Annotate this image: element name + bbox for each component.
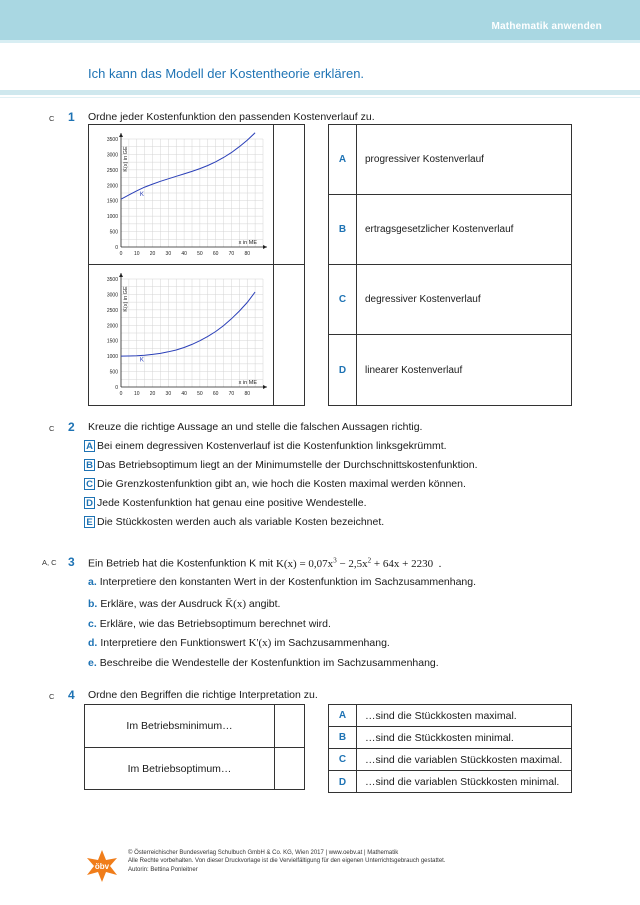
y-axis-label: K(x) in GE bbox=[123, 286, 129, 312]
statement-text: Die Grenzkostenfunktion gibt an, wie hoch die Kosten maximal werden können. bbox=[97, 478, 466, 490]
option-letter: B bbox=[329, 195, 357, 264]
task1-options-table bbox=[328, 124, 572, 406]
interp-row-b bbox=[329, 727, 571, 749]
x-tick-label: 0 bbox=[119, 251, 123, 257]
option-text: progressiver Kostenverlauf bbox=[365, 154, 484, 165]
task4-options-table bbox=[328, 704, 572, 793]
task3-item-e: e. Beschreibe die Wendestelle der Kostenfunktion im Sachzusammenhang. bbox=[88, 657, 439, 669]
x-axis-arrow bbox=[263, 385, 267, 389]
task3-level: A, C bbox=[42, 558, 57, 567]
title-divider-thin bbox=[0, 97, 640, 98]
y-tick-label: 500 bbox=[109, 229, 118, 236]
interp-text: …sind die variablen Stückkosten maximal. bbox=[365, 753, 563, 766]
header-stripe bbox=[0, 40, 640, 43]
cost-curve bbox=[121, 292, 255, 356]
task2-level: C bbox=[49, 424, 55, 433]
y-tick-label: 3000 bbox=[106, 292, 118, 299]
interp-text: …sind die Stückkosten maximal. bbox=[365, 709, 517, 722]
interp-letter: D bbox=[329, 771, 357, 793]
y-tick-label: 500 bbox=[109, 369, 118, 376]
term-row-1 bbox=[85, 705, 304, 747]
header-band bbox=[0, 0, 640, 40]
task3-item-c: c. Erkläre, wie das Betriebsoptimum berechnet wird. bbox=[88, 618, 331, 630]
curve-label: K bbox=[139, 192, 144, 199]
x-tick-label: 0 bbox=[119, 391, 123, 397]
curve-label: K bbox=[139, 357, 144, 364]
task1-level: C bbox=[49, 114, 55, 123]
task2-number: 2 bbox=[68, 420, 75, 434]
term-label: Im Betriebsminimum… bbox=[85, 705, 275, 747]
footer-copyright: © Österreichischer Bundesverlag Schulbuch GmbH & Co. KG, Wien 2017 | www.oebv.at | Mathematik Alle Rechte vorbehalten. Von dieser Druckvorlage ist die Vervielfältigung für den eigenen Unterrichtsgebrauch gestattet. Autorin: Bettina Ponleitner bbox=[128, 850, 446, 873]
cost-curve bbox=[121, 133, 255, 199]
y-tick-label: 2000 bbox=[106, 183, 118, 190]
title-divider bbox=[0, 90, 640, 95]
term-row-2 bbox=[85, 748, 304, 790]
task2-instruction: Kreuze die richtige Aussage an und stelle die falschen Aussagen richtig. bbox=[88, 421, 423, 433]
interp-letter: A bbox=[329, 705, 357, 726]
task1-instruction: Ordne jeder Kostenfunktion den passenden Kostenverlauf zu. bbox=[88, 111, 375, 123]
publisher-logo bbox=[84, 848, 120, 884]
interp-letter: C bbox=[329, 749, 357, 770]
graph-cell-1 bbox=[89, 125, 274, 264]
y-tick-label: 0 bbox=[115, 245, 118, 251]
checkbox-c[interactable]: C bbox=[84, 478, 95, 490]
section-label: Mathematik anwenden bbox=[491, 21, 602, 32]
task1-graph-table bbox=[88, 124, 305, 406]
option-row-a bbox=[329, 125, 571, 195]
checkbox-e[interactable]: E bbox=[84, 516, 95, 528]
x-tick-label: 20 bbox=[149, 251, 156, 257]
x-tick-label: 30 bbox=[165, 251, 172, 257]
statement-b bbox=[84, 459, 478, 471]
svg-text:öbv: öbv bbox=[94, 862, 110, 871]
statement-e bbox=[84, 516, 384, 528]
y-tick-label: 0 bbox=[115, 385, 118, 391]
y-tick-label: 1000 bbox=[106, 354, 118, 361]
option-row-c bbox=[329, 265, 571, 335]
statement-text: Das Betriebsoptimum liegt an der Minimumstelle der Durchschnittskostenfunktion. bbox=[97, 459, 478, 471]
x-tick-label: 80 bbox=[244, 391, 251, 397]
option-letter: A bbox=[329, 125, 357, 194]
task3-intro-text: Ein Betrieb hat die Kostenfunktion K mit bbox=[88, 557, 274, 570]
y-tick-label: 2500 bbox=[106, 307, 118, 314]
x-tick-label: 10 bbox=[133, 391, 140, 397]
interp-row-d bbox=[329, 771, 571, 793]
task4-level: C bbox=[49, 692, 55, 701]
x-tick-label: 70 bbox=[228, 251, 235, 257]
y-tick-label: 1500 bbox=[106, 338, 118, 345]
answer-cell-1[interactable] bbox=[274, 125, 304, 264]
interp-row-c bbox=[329, 749, 571, 771]
checkbox-b[interactable]: B bbox=[84, 459, 95, 471]
interp-row-a bbox=[329, 705, 571, 727]
y-axis-arrow bbox=[119, 133, 123, 137]
y-tick-label: 3500 bbox=[106, 137, 118, 143]
task4-instruction: Ordne den Begriffen die richtige Interpretation zu. bbox=[88, 689, 318, 701]
x-axis-arrow bbox=[263, 245, 267, 249]
x-tick-label: 40 bbox=[181, 391, 187, 397]
y-tick-label: 1500 bbox=[106, 198, 118, 205]
option-letter: C bbox=[329, 265, 357, 334]
x-tick-label: 60 bbox=[212, 251, 219, 257]
option-row-b bbox=[329, 195, 571, 265]
task3-item-d: d. Interpretiere den Funktionswert K'(x) im Sachzusammenhang. bbox=[88, 637, 390, 649]
option-text: linearer Kostenverlauf bbox=[365, 364, 463, 376]
term-label: Im Betriebsoptimum… bbox=[85, 748, 275, 790]
option-row-d bbox=[329, 335, 571, 405]
answer-cell-2[interactable] bbox=[274, 265, 304, 405]
x-tick-label: 10 bbox=[133, 251, 140, 257]
y-tick-label: 3000 bbox=[106, 152, 118, 159]
interp-text: …sind die Stückkosten minimal. bbox=[365, 731, 514, 744]
y-tick-label: 2000 bbox=[106, 323, 118, 330]
x-tick-label: 20 bbox=[149, 391, 156, 397]
x-tick-label: 50 bbox=[197, 391, 203, 397]
cost-function-formula: $K(x) = 0,07x^3 - 2,5x^2 + 64x + 2230$ . bbox=[275, 556, 442, 570]
statement-text: Jede Kostenfunktion hat genau eine positive Wendestelle. bbox=[97, 497, 367, 509]
y-axis-arrow bbox=[119, 273, 123, 277]
x-axis-label: x in ME bbox=[238, 380, 257, 386]
x-tick-label: 80 bbox=[244, 251, 251, 257]
interp-letter: B bbox=[329, 727, 357, 748]
task3-item-b: b. Erkläre, was der Ausdruck K̄(x) angibt. bbox=[88, 598, 281, 610]
task3-number: 3 bbox=[68, 555, 75, 569]
x-tick-label: 30 bbox=[165, 391, 172, 397]
task4-terms-table bbox=[84, 704, 305, 790]
option-text: ertragsgesetzlicher Kostenverlauf bbox=[365, 224, 514, 235]
option-letter: D bbox=[329, 335, 357, 405]
y-axis-label: K(x) in GE bbox=[123, 146, 129, 172]
x-tick-label: 60 bbox=[212, 391, 219, 397]
y-tick-label: 1000 bbox=[106, 214, 118, 221]
statement-text: Bei einem degressiven Kostenverlauf ist die Kostenfunktion linksgekrümmt. bbox=[97, 440, 447, 452]
statement-text: Die Stückkosten werden auch als variable Kosten bezeichnet. bbox=[97, 516, 385, 528]
x-axis-label: x in ME bbox=[238, 240, 257, 246]
statement-a bbox=[84, 440, 447, 452]
checkbox-a[interactable]: A bbox=[84, 440, 95, 452]
x-tick-label: 40 bbox=[181, 251, 187, 257]
statement-c bbox=[84, 478, 466, 490]
y-tick-label: 3500 bbox=[106, 277, 118, 283]
interp-text: …sind die variablen Stückkosten minimal. bbox=[365, 776, 560, 788]
x-tick-label: 70 bbox=[228, 391, 235, 397]
page-title: Ich kann das Modell der Kostentheorie erklären. bbox=[88, 66, 365, 81]
cost-chart-1 bbox=[89, 125, 273, 264]
graph-cell-2 bbox=[89, 265, 274, 405]
checkbox-d[interactable]: D bbox=[84, 497, 95, 509]
task1-number: 1 bbox=[68, 110, 75, 124]
cost-chart-2 bbox=[89, 265, 273, 405]
task4-number: 4 bbox=[68, 688, 75, 702]
task3-intro bbox=[88, 556, 441, 570]
x-tick-label: 50 bbox=[197, 251, 203, 257]
y-tick-label: 2500 bbox=[106, 167, 118, 174]
statement-d bbox=[84, 497, 367, 509]
option-text: degressiver Kostenverlauf bbox=[365, 294, 481, 305]
task3-item-a: a. Interpretiere den konstanten Wert in der Kostenfunktion im Sachzusammenhang. bbox=[88, 576, 477, 588]
